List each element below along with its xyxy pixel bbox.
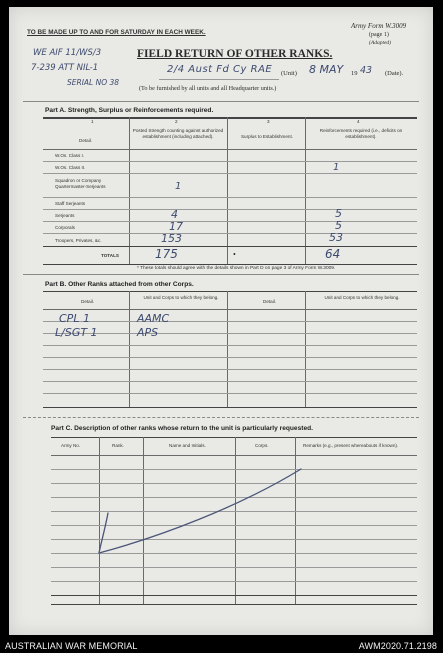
top-note: TO BE MADE UP TO AND FOR SATURDAY IN EACH WEEK. xyxy=(27,29,206,36)
margin-note-1: WE AIF 11/WS/3 xyxy=(33,48,102,58)
reinf-wo2: 1 xyxy=(333,162,340,173)
form-page: (page 1) xyxy=(369,32,389,38)
col-posted-header: Posted Strength counting against authorized establishment (including attached). xyxy=(132,128,224,139)
row-wo-class-2: W.Os. Class II. xyxy=(55,165,86,170)
part-b-row-1-unit: AAMC xyxy=(137,312,170,325)
row-wo-class-1: W.Os. Class I. xyxy=(55,153,85,158)
col-surplus-header: Surplus to Establishment. xyxy=(240,134,294,139)
reinf-privates: 53 xyxy=(329,231,343,244)
reinf-corporals: 5 xyxy=(335,219,342,232)
posted-corporals: 17 xyxy=(169,220,183,233)
part-c-heading: Part C. Description of other ranks whose return to the unit is particularly requested. xyxy=(51,425,313,432)
form-title: FIELD RETURN OF OTHER RANKS. xyxy=(137,48,333,60)
part-b-row-2-unit: APS xyxy=(137,326,159,339)
year-prefix: 19 xyxy=(351,70,358,77)
date-value: 8 MAY xyxy=(309,63,344,76)
row-privates: Troopers, Privates, &c. xyxy=(55,238,102,243)
posted-serjeants: 4 xyxy=(171,208,178,221)
row-totals: TOTALS xyxy=(101,253,119,258)
form-sheet: TO BE MADE UP TO AND FOR SATURDAY IN EACH WEEK. Army Form W.3009 (page 1) (Adapted) FIELD RETURN OF OTHER RANKS. WE AIF 11/WS/3 7-239 ATT NIL-1 SERIAL NO 38 2/4 Aust Fd Cy RAE (Unit) 8 MAY 19 43 (Date). (To be furnished by all units and all Headquarter units.) Part A. Strength, Surplus or Reinforcements required. 1 2 3 4 Detail. Posted Strength counting against authorized establishment (including attached). Surplus to Establishment. Reinforcements required (i.e., deficits on establishment). W.Os. Class I. W.Os. Class II. Squadron or Company Quartermaster-Serjeants Staff Serjeants Serjeants Corporals Troopers, Privates, &c. TOTALS 1 4 17 153 175 • 1 5 5 53 64 * These totals should agree with the details shown in Part D on page 3 of Army Form W.3009. Part B. Other Ranks attached from other Corps. Detail. Unit and Corps to which they belong. Detail. Unit and Corps to which they belong. CPL 1 AAMC L/SGT 1 APS Part C. Description of other ranks whose return to the unit is particularly requested. Army No. Rank. Name and Initials. Corps. Remarks (e.g., present whereabouts if known). xyxy=(9,7,433,635)
date-label: (Date). xyxy=(385,70,404,77)
col-detail-header: Detail. xyxy=(79,138,93,143)
row-staff-serjeants: Staff Serjeants xyxy=(55,201,86,206)
form-adapted: (Adapted) xyxy=(369,40,391,46)
furnish-note: (To be furnished by all units and all Headquarter units.) xyxy=(139,85,277,92)
footer-left: AUSTRALIAN WAR MEMORIAL xyxy=(5,641,138,651)
part-b-row-1-detail: CPL 1 xyxy=(59,312,90,325)
form-number: Army Form W.3009 xyxy=(351,22,407,30)
posted-privates: 153 xyxy=(161,232,182,245)
part-a-heading: Part A. Strength, Surplus or Reinforcements required. xyxy=(45,107,214,114)
part-b-row-2-detail: L/SGT 1 xyxy=(55,326,98,339)
reinf-serjeants: 5 xyxy=(335,207,342,220)
margin-note-2: 7-239 ATT NIL-1 xyxy=(31,63,99,73)
row-corporals: Corporals xyxy=(55,225,75,230)
part-b-heading: Part B. Other Ranks attached from other Corps. xyxy=(45,281,194,288)
posted-total: 175 xyxy=(155,247,178,261)
margin-note-3: SERIAL NO 38 xyxy=(67,78,120,87)
year-suffix: 43 xyxy=(360,65,373,76)
surplus-total: • xyxy=(233,250,236,259)
row-serjeants: Serjeants xyxy=(55,213,75,218)
posted-cqms: 1 xyxy=(175,181,182,192)
unit-label: (Unit) xyxy=(281,70,297,77)
unit-value: 2/4 Aust Fd Cy RAE xyxy=(167,64,273,75)
footer-right: AWM2020.71.2198 xyxy=(358,641,437,651)
row-cqms: Squadron or Company Quartermaster-Serjeants xyxy=(55,178,106,189)
reinf-total: 64 xyxy=(325,247,341,261)
part-a-footnote: * These totals should agree with the details shown in Part D on page 3 of Army Form W.3009. xyxy=(137,266,336,271)
col-reinf-header: Reinforcements required (i.e., deficits on establishment). xyxy=(319,128,403,139)
